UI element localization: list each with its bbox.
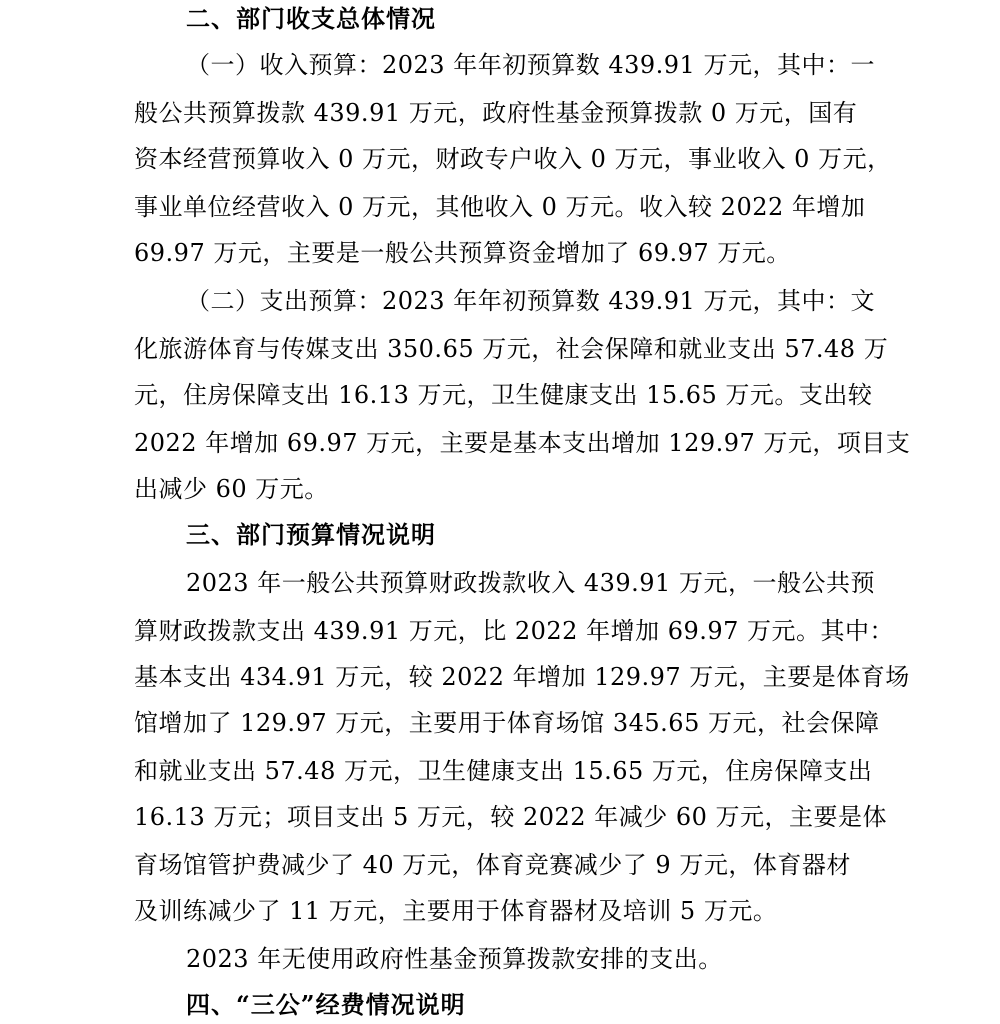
paragraph-line: 化旅游体育与传媒支出 350.65 万元，社会保障和就业支出 57.48 万 <box>134 335 889 363</box>
paragraph-line: （二）支出预算：2023 年年初预算数 439.91 万元，其中：文 <box>186 287 875 315</box>
paragraph-line: 馆增加了 129.97 万元，主要用于体育场馆 345.65 万元，社会保障 <box>134 709 880 737</box>
paragraph-line: 和就业支出 57.48 万元，卫生健康支出 15.65 万元，住房保障支出 <box>134 757 873 785</box>
section-heading-budget: 三、部门预算情况说明 <box>186 520 436 549</box>
paragraph-line: 算财政拨款支出 439.91 万元，比 2022 年增加 69.97 万元。其中： <box>134 617 895 645</box>
paragraph-line: 元，住房保障支出 16.13 万元，卫生健康支出 15.65 万元。支出较 <box>134 381 873 409</box>
paragraph-line: 及训练减少了 11 万元，主要用于体育器材及培训 5 万元。 <box>134 897 778 925</box>
paragraph-line: 基本支出 434.91 万元，较 2022 年增加 129.97 万元，主要是体育场 <box>134 663 910 691</box>
paragraph-line: 69.97 万元，主要是一般公共预算资金增加了 69.97 万元。 <box>134 239 791 267</box>
paragraph-line: 16.13 万元；项目支出 5 万元，较 2022 年减少 60 万元，主要是体 <box>134 803 887 831</box>
paragraph-line: 事业单位经营收入 0 万元，其他收入 0 万元。收入较 2022 年增加 <box>134 193 866 221</box>
section-heading-three-public: 四、“三公”经费情况说明 <box>186 990 466 1019</box>
paragraph-line: 2023 年一般公共预算财政拨款收入 439.91 万元，一般公共预 <box>186 569 875 597</box>
paragraph-line: 出减少 60 万元。 <box>134 475 329 503</box>
paragraph-line: 2022 年增加 69.97 万元，主要是基本支出增加 129.97 万元，项目支 <box>134 429 911 457</box>
paragraph-line: 资本经营预算收入 0 万元，财政专户收入 0 万元，事业收入 0 万元， <box>134 145 892 173</box>
section-heading-overall: 二、部门收支总体情况 <box>186 4 436 33</box>
paragraph-line: 般公共预算拨款 439.91 万元，政府性基金预算拨款 0 万元，国有 <box>134 99 858 127</box>
paragraph-line: （一）收入预算：2023 年年初预算数 439.91 万元，其中：一 <box>186 51 875 79</box>
paragraph-line: 2023 年无使用政府性基金预算拨款安排的支出。 <box>186 945 723 973</box>
paragraph-line: 育场馆管护费减少了 40 万元，体育竞赛减少了 9 万元，体育器材 <box>134 851 851 879</box>
